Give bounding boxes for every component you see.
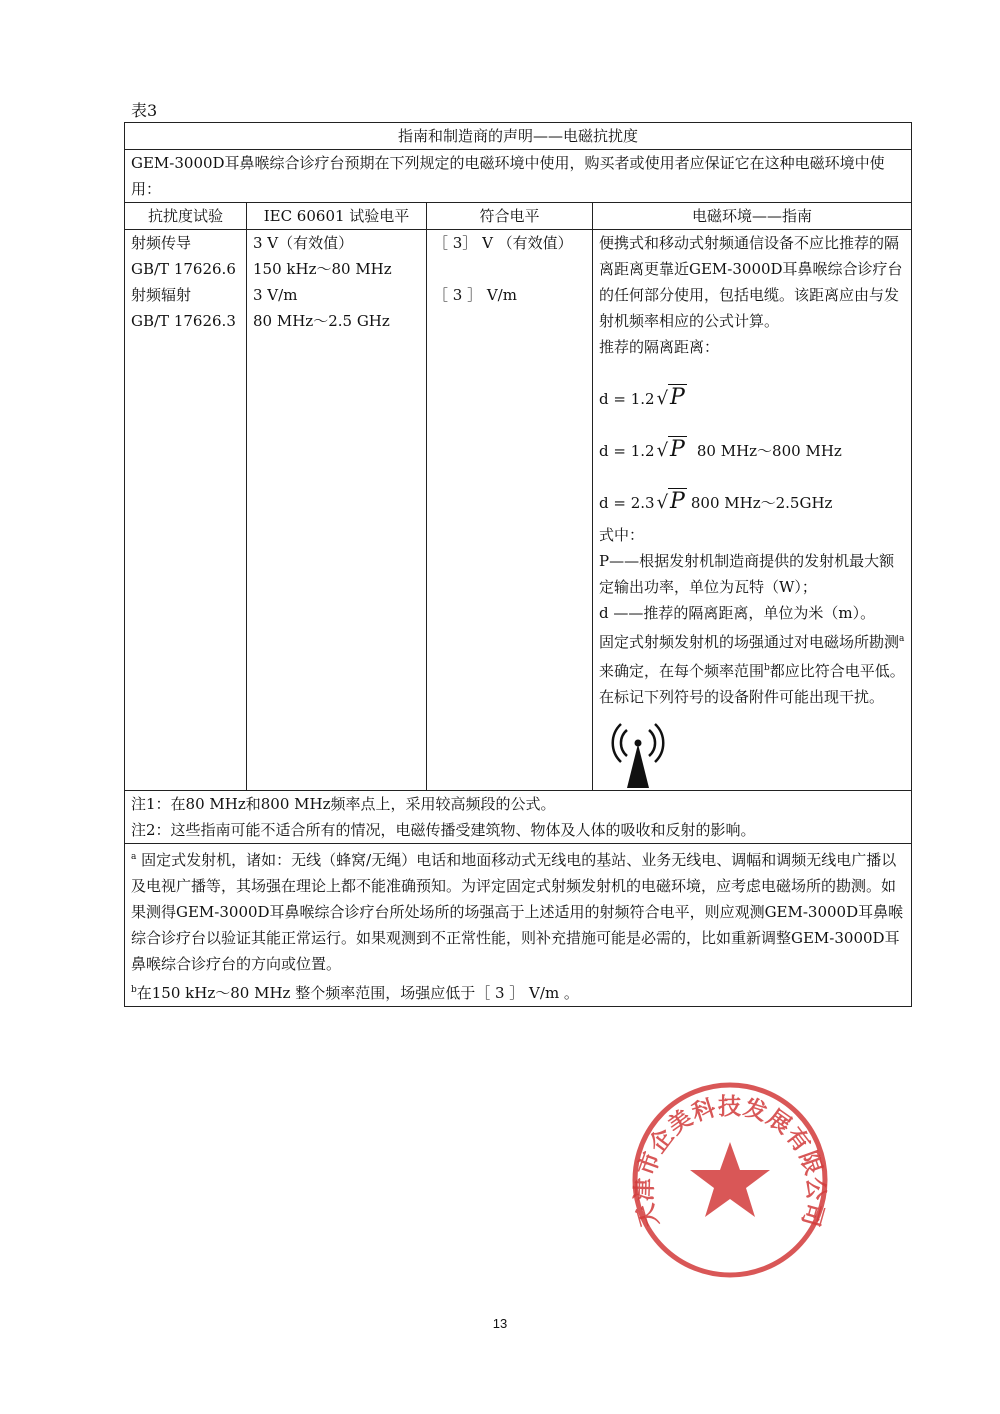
formula-lhs: d = 2.3 [599, 494, 655, 512]
notes-row [125, 791, 912, 844]
test-line: 射频辐射 [131, 286, 192, 304]
formula-var: P [670, 385, 685, 410]
guidance-cell [593, 230, 912, 791]
header-iec-level: IEC 60601 试验电平 [247, 203, 427, 230]
formula-row [599, 464, 905, 516]
header-immunity-test: 抗扰度试验 [125, 203, 247, 230]
company-seal [630, 1080, 830, 1280]
p-definition: P——根据发射机制造商提供的发射机最大额定输出功率，单位为瓦特（W）； [599, 552, 895, 596]
iec-level-cell [247, 230, 427, 791]
formula-range: 800 MHz～2.5GHz [690, 494, 833, 512]
note-2: 注2：这些指南可能不适合所有的情况，电磁传播受建筑物、物体及人体的吸收和反射的影响。 [131, 821, 756, 839]
table-title: 指南和制造商的声明——电磁抗扰度 [125, 123, 912, 150]
footnotes-row [125, 844, 912, 1007]
sqrt-symbol: √P [656, 385, 685, 410]
guidance-paragraph: 便携式和移动式射频通信设备不应比推荐的隔离距离更靠近GEM-3000D耳鼻喉综合诊疗台的任何部分使用，包括电缆。该距离应由与发射机频率相应的公式计算。 [599, 234, 903, 330]
iec-line: 3 V（有效值） [253, 234, 354, 252]
where-label: 式中： [599, 526, 645, 544]
table-label: 表3 [131, 101, 158, 120]
formula-var: P [670, 437, 685, 462]
symbol-note: 在标记下列符号的设备附件可能出现干扰。 [599, 688, 885, 706]
test-line: GB/T 17626.6 [131, 260, 236, 278]
formula-range: 80 MHz～800 MHz [696, 442, 842, 460]
header-guidance: 电磁环境——指南 [593, 203, 912, 230]
field-strength-note: 固定式射频发射机的场强通过对电磁场所勘测$^a$来确定，在每个频率范围$^b$都应比符合电平低。 [599, 633, 905, 680]
iec-line: 80 MHz～2.5 GHz [253, 312, 390, 330]
test-line: GB/T 17626.3 [131, 312, 236, 330]
compliance-line: ［ 3］ V （有效值） [433, 234, 573, 252]
sqrt-symbol: √P [656, 437, 685, 462]
notes-cell [125, 791, 912, 844]
footnotes-cell [125, 844, 912, 1007]
formula-row [599, 412, 905, 464]
formula-lhs: d = 1.2 [599, 442, 655, 460]
d-definition: d ——推荐的隔离距离，单位为米（m）。 [599, 604, 876, 622]
page-number: 13 [492, 1316, 508, 1331]
emc-immunity-table [124, 122, 912, 1007]
recommended-distance-label: 推荐的隔离距离： [599, 338, 720, 356]
formula-var: P [670, 489, 685, 514]
formula-row [599, 360, 905, 412]
header-compliance-level: 符合电平 [427, 203, 593, 230]
sqrt-symbol: √P [656, 489, 685, 514]
rf-transmitter-icon [601, 716, 675, 790]
iec-line: 150 kHz～80 MHz [253, 260, 392, 278]
seal-text: 天津市企美科技发展有限公司 [630, 1092, 830, 1231]
footnote-a: $^a$ 固定式发射机，诸如：无线（蜂窝/无绳）电话和地面移动式无线电的基站、业务无线电、调幅和调频无线电广播以及电视广播等，其场强在理论上都不能准确预知。为评定固定式射频发射机的电磁环境，应考虑电磁场所的勘测。如果测得GEM-3000D耳鼻喉综合诊疗台所处场所的场强高于上述适用的射频符合电平，则应观测GEM-3000D耳鼻喉综合诊疗台以验证其能正常运行。如果观测到不正常性能，则补充措施可能是必需的，比如重新调整GEM-3000D耳鼻喉综合诊疗台的方向或位置。 [131, 851, 904, 973]
table-intro: GEM-3000D耳鼻喉综合诊疗台预期在下列规定的电磁环境中使用，购买者或使用者应保证它在这种电磁环境中使用： [125, 150, 912, 203]
note-1: 注1：在80 MHz和800 MHz频率点上，采用较高频段的公式。 [131, 795, 556, 813]
seal-star-icon [690, 1142, 770, 1217]
header-row [125, 203, 912, 230]
iec-line: 3 V/m [253, 286, 298, 304]
compliance-line: ［ 3 ］ V/m [433, 286, 517, 304]
immunity-test-cell [125, 230, 247, 791]
footnote-b: $^b$在150 kHz～80 MHz 整个频率范围，场强应低于［ 3 ］ V/m 。 [131, 984, 579, 1002]
test-line: 射频传导 [131, 234, 192, 252]
formula-lhs: d = 1.2 [599, 390, 655, 408]
compliance-level-cell [427, 230, 593, 791]
body-row [125, 230, 912, 791]
